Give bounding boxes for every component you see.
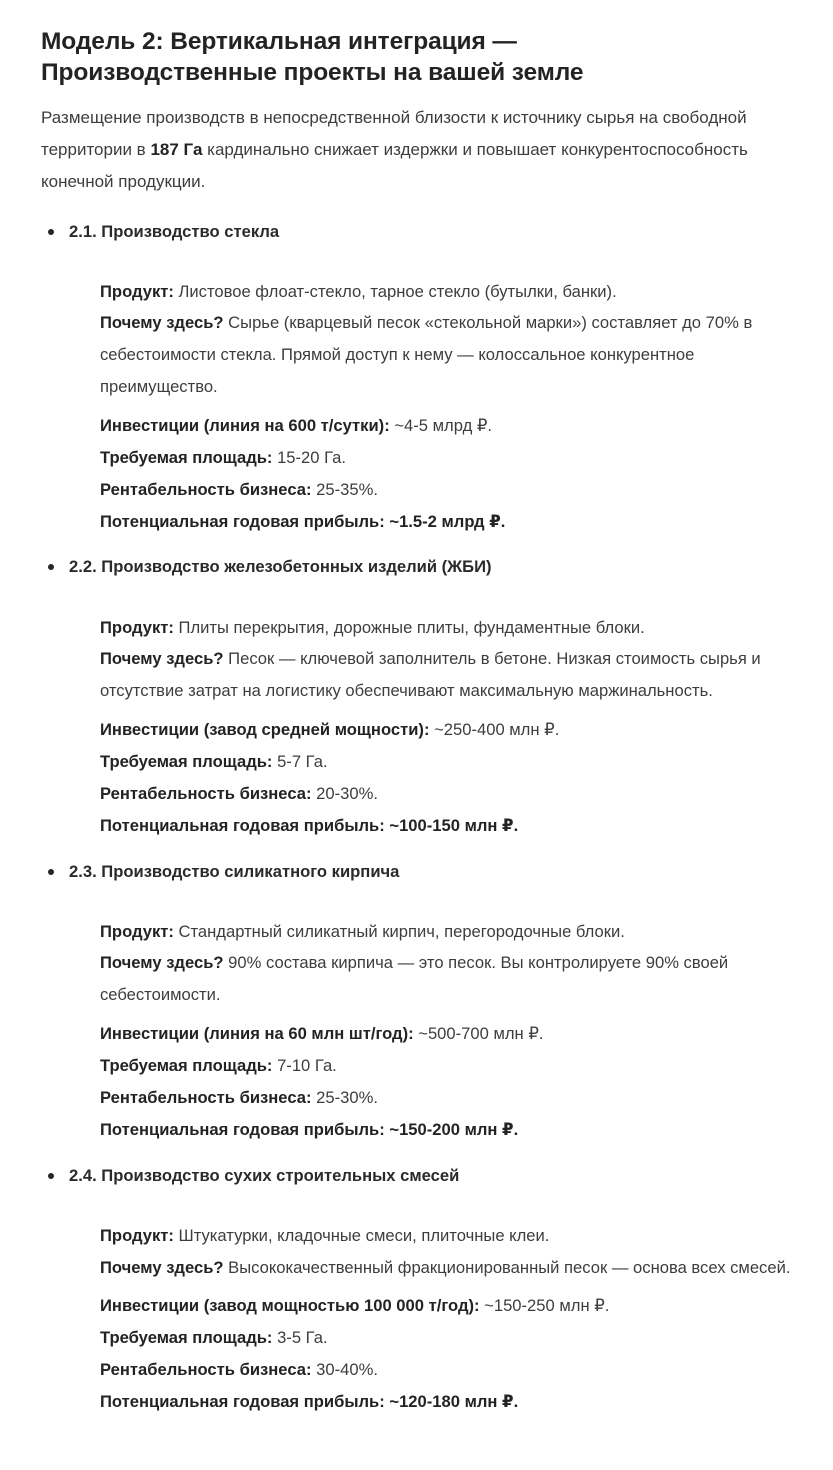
detail-row (100, 307, 795, 403)
detail-label: Почему здесь? (100, 313, 224, 333)
detail-label: Потенциальная годовая прибыль: (100, 511, 385, 531)
detail-label: Рентабельность бизнеса: (100, 783, 312, 803)
detail-label: Почему здесь? (100, 649, 224, 669)
detail-value: Стандартный силикатный кирпич, перегородочные блоки. (173, 921, 625, 941)
section-title: 2.1. Производство стекла (69, 221, 280, 241)
detail-row (100, 643, 795, 707)
detail-label: Требуемая площадь: (100, 447, 273, 467)
detail-value: Сырье (кварцевый песок «стекольной марки») составляет до 70% в себестоимости стекла. Прямой доступ к нему — колоссальное конкурентное преимущество. (100, 313, 753, 397)
section-title: 2.2. Производство железобетонных изделий (ЖБИ) (69, 557, 492, 577)
sections-list (41, 220, 795, 1418)
detail-label: Рентабельность бизнеса: (100, 1360, 312, 1380)
detail-row (100, 1252, 795, 1284)
list-item (41, 220, 795, 538)
detail-label: Требуемая площадь: (100, 1328, 273, 1348)
detail-row (100, 1082, 795, 1114)
detail-value: 7-10 Га. (272, 1056, 337, 1076)
intro-paragraph (41, 102, 753, 197)
detail-value: 20-30%. (311, 783, 378, 803)
detail-row (100, 810, 795, 842)
detail-value: Штукатурки, кладочные смеси, плиточные клеи. (173, 1225, 550, 1245)
detail-label: Почему здесь? (100, 1257, 224, 1277)
detail-row (100, 442, 795, 474)
detail-value: ~1.5-2 млрд ₽. (384, 511, 506, 531)
detail-label: Инвестиции (завод мощностью 100 000 т/год): (100, 1296, 480, 1316)
detail-label: Продукт: (100, 617, 174, 637)
detail-value: ~500-700 млн ₽. (413, 1024, 544, 1044)
detail-row (100, 1220, 795, 1252)
detail-value: 90% состава кирпича — это песок. Вы контролируете 90% своей себестоимости. (100, 953, 729, 1005)
bullet-dot-icon (48, 869, 54, 875)
detail-value: Высококачественный фракционированный песок — основа всех смесей. (223, 1257, 791, 1277)
detail-label: Потенциальная годовая прибыль: (100, 1391, 385, 1411)
detail-row (100, 714, 795, 746)
detail-label: Требуемая площадь: (100, 1056, 273, 1076)
detail-value: ~250-400 млн ₽. (429, 720, 560, 740)
bullet-dot-icon (48, 229, 54, 235)
detail-label: Рентабельность бизнеса: (100, 1087, 312, 1107)
detail-value: ~150-200 млн ₽. (384, 1119, 519, 1139)
bullet-dot-icon (48, 564, 54, 570)
page-title: Модель 2: Вертикальная интеграция — Производственные проекты на вашей земле (41, 28, 584, 87)
intro-text-after: кардинально снижает издержки и повышает конкурентоспособность конечной продукции. (41, 140, 748, 191)
detail-row (100, 506, 795, 538)
section-details (69, 1220, 795, 1418)
section-title: 2.3. Производство силикатного кирпича (69, 861, 400, 881)
detail-row (100, 778, 795, 810)
detail-row (100, 612, 795, 644)
detail-value: ~4-5 млрд ₽. (389, 416, 493, 436)
detail-row (100, 474, 795, 506)
intro-highlight-area: 187 Га (150, 140, 203, 159)
bullet-dot-icon (48, 1173, 54, 1179)
list-item (41, 1164, 795, 1418)
detail-value: ~150-250 млн ₽. (479, 1296, 610, 1316)
detail-label: Продукт: (100, 1225, 174, 1245)
detail-value: 25-30%. (311, 1087, 378, 1107)
section-details (69, 916, 795, 1146)
detail-row (100, 1290, 795, 1322)
detail-label: Рентабельность бизнеса: (100, 479, 312, 499)
detail-row (100, 1386, 795, 1418)
detail-value: ~100-150 млн ₽. (384, 815, 519, 835)
section-title: 2.4. Производство сухих строительных смесей (69, 1165, 460, 1185)
detail-value: 5-7 Га. (272, 751, 328, 771)
detail-row (100, 746, 795, 778)
detail-row (100, 276, 795, 308)
detail-row (100, 916, 795, 948)
section-details (69, 276, 795, 538)
detail-label: Продукт: (100, 921, 174, 941)
detail-label: Инвестиции (линия на 600 т/сутки): (100, 416, 390, 436)
detail-value: 15-20 Га. (272, 447, 347, 467)
detail-label: Инвестиции (линия на 60 млн шт/год): (100, 1024, 414, 1044)
detail-value: Плиты перекрытия, дорожные плиты, фундаментные блоки. (173, 617, 645, 637)
detail-row (100, 1322, 795, 1354)
detail-row (100, 1354, 795, 1386)
detail-value: Листовое флоат-стекло, тарное стекло (бутылки, банки). (173, 281, 617, 301)
detail-label: Требуемая площадь: (100, 751, 273, 771)
detail-label: Продукт: (100, 281, 174, 301)
detail-row (100, 410, 795, 442)
detail-label: Потенциальная годовая прибыль: (100, 1119, 385, 1139)
detail-value: 30-40%. (311, 1360, 378, 1380)
detail-row (100, 1114, 795, 1146)
detail-label: Потенциальная годовая прибыль: (100, 815, 385, 835)
detail-label: Почему здесь? (100, 953, 224, 973)
detail-row (100, 947, 795, 1011)
list-item (41, 555, 795, 841)
detail-value: Песок — ключевой заполнитель в бетоне. Низкая стоимость сырья и отсутствие затрат на логистику обеспечивают максимальную маржинальность. (100, 649, 761, 701)
detail-label: Инвестиции (завод средней мощности): (100, 720, 430, 740)
detail-value: 3-5 Га. (272, 1328, 328, 1348)
detail-value: 25-35%. (311, 479, 378, 499)
detail-value: ~120-180 млн ₽. (384, 1391, 519, 1411)
list-item (41, 860, 795, 1146)
detail-row (100, 1018, 795, 1050)
detail-row (100, 1050, 795, 1082)
section-details (69, 612, 795, 842)
intro-text-before: Размещение производств в непосредственной близости к источнику сырья на свободной территории в (41, 108, 747, 159)
